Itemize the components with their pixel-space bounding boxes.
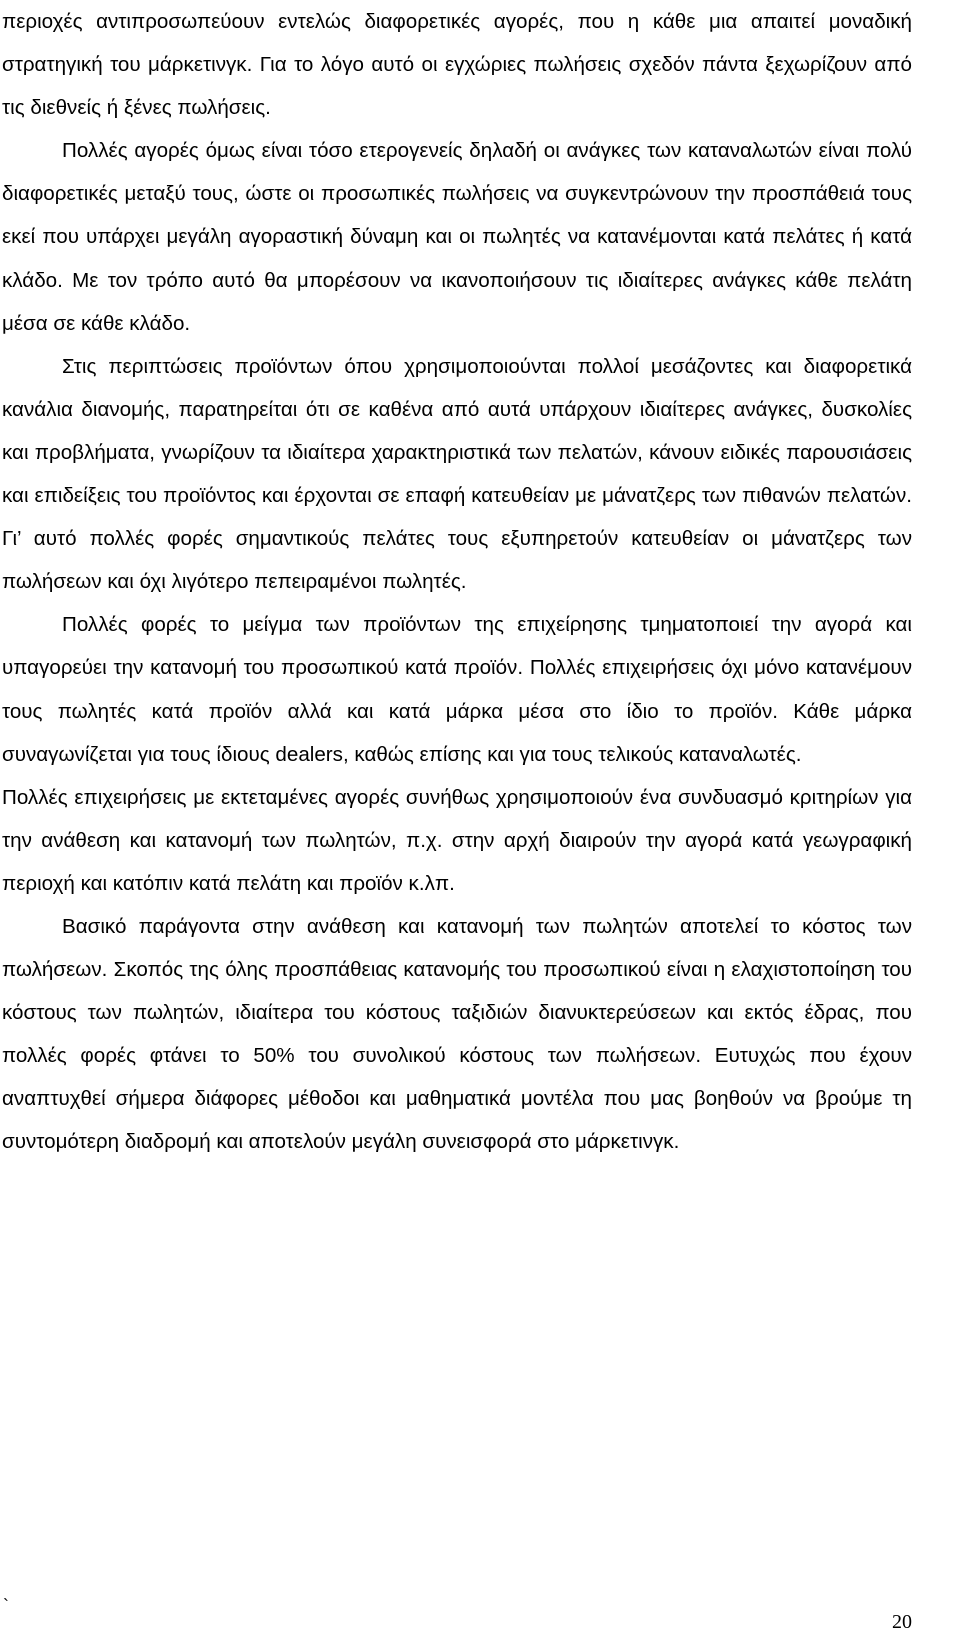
page-number: 20 (892, 1611, 912, 1633)
paragraph-3: Στις περιπτώσεις προϊόντων όπου χρησιμοποιούνται πολλοί μεσάζοντες και διαφορετικά κανάλια διανομής, παρατηρείται ότι σε καθένα από αυτά υπάρχουν ιδιαίτερες ανάγκες, δυσκολίες και προβλήματα, γνωρίζουν τα ιδιαίτερα χαρακτηριστικά των πελατών, κάνουν ειδικές παρουσιάσεις και επιδείξεις του προϊόντος και έρχονται σε επαφή κατευθείαν με μάνατζερς των πιθανών πελατών. Γι’ αυτό πολλές φορές σημαντικούς πελάτες τους εξυπηρετούν κατευθείαν οι μάνατζερς των πωλήσεων και όχι λιγότερο πεπειραμένοι πωλητές. (2, 354, 912, 594)
paragraph-1: περιοχές αντιπροσωπεύουν εντελώς διαφορετικές αγορές, που η κάθε μια απαιτεί μοναδική στρατηγική του μάρκετινγκ. Για το λόγο αυτό οι εγχώριες πωλήσεις σχεδόν πάντα ξεχωρίζουν από τις διεθνείς ή ξένες πωλήσεις. (2, 10, 912, 120)
body-text (2, 0, 912, 1164)
paragraph-2: Πολλές αγορές όμως είναι τόσο ετερογενείς δηλαδή οι ανάγκες των καταναλωτών είναι πολύ διαφορετικές μεταξύ τους, ώστε οι προσωπικές πωλήσεις να συγκεντρώνουν την προσπάθειά τους εκεί που υπάρχει μεγάλη αγοραστική δύναμη και οι πωλητές να κατανέμονται κατά πελάτες ή κατά κλάδο. Με τον τρόπο αυτό θα μπορέσουν να ικανοποιήσουν τις ιδιαίτερες ανάγκες κάθε πελάτη μέσα σε κάθε κλάδο. (2, 139, 912, 335)
stray-mark: ` (3, 1596, 9, 1616)
paragraph-6: Βασικό παράγοντα στην ανάθεση και κατανομή των πωλητών αποτελεί το κόστος των πωλήσεων. Σκοπός της όλης προσπάθειας κατανομής του προσωπικού είναι η ελαχιστοποίηση του κόστους των πωλητών, ιδιαίτερα του κόστους ταξιδιών διανυκτερεύσεων και εκτός έδρας, που πολλές φορές φτάνει το 50% του συνολικού κόστους των πωλήσεων. Ευτυχώς που έχουν αναπτυχθεί σήμερα διάφορες μέθοδοι και μαθηματικά μοντέλα που μας βοηθούν να βρούμε τη συντομότερη διαδρομή και αποτελούν μεγάλη συνεισφορά στο μάρκετινγκ. (2, 914, 912, 1154)
paragraph-5: Πολλές επιχειρήσεις με εκτεταμένες αγορές συνήθως χρησιμοποιούν ένα συνδυασμό κριτηρίων για την ανάθεση και κατανομή των πωλητών, π.χ. στην αρχή διαιρούν την αγορά κατά γεωγραφική περιοχή και κατόπιν κατά πελάτη και προϊόν κ.λπ. (2, 785, 912, 895)
paragraph-4: Πολλές φορές το μείγμα των προϊόντων της επιχείρησης τμηματοποιεί την αγορά και υπαγορεύει την κατανομή του προσωπικού κατά προϊόν. Πολλές επιχειρήσεις όχι μόνο κατανέμουν τους πωλητές κατά προϊόν αλλά και κατά μάρκα μέσα στο ίδιο το προϊόν. Κάθε μάρκα συναγωνίζεται για τους ίδιους dealers, καθώς επίσης και για τους τελικούς καταναλωτές. (2, 613, 912, 766)
